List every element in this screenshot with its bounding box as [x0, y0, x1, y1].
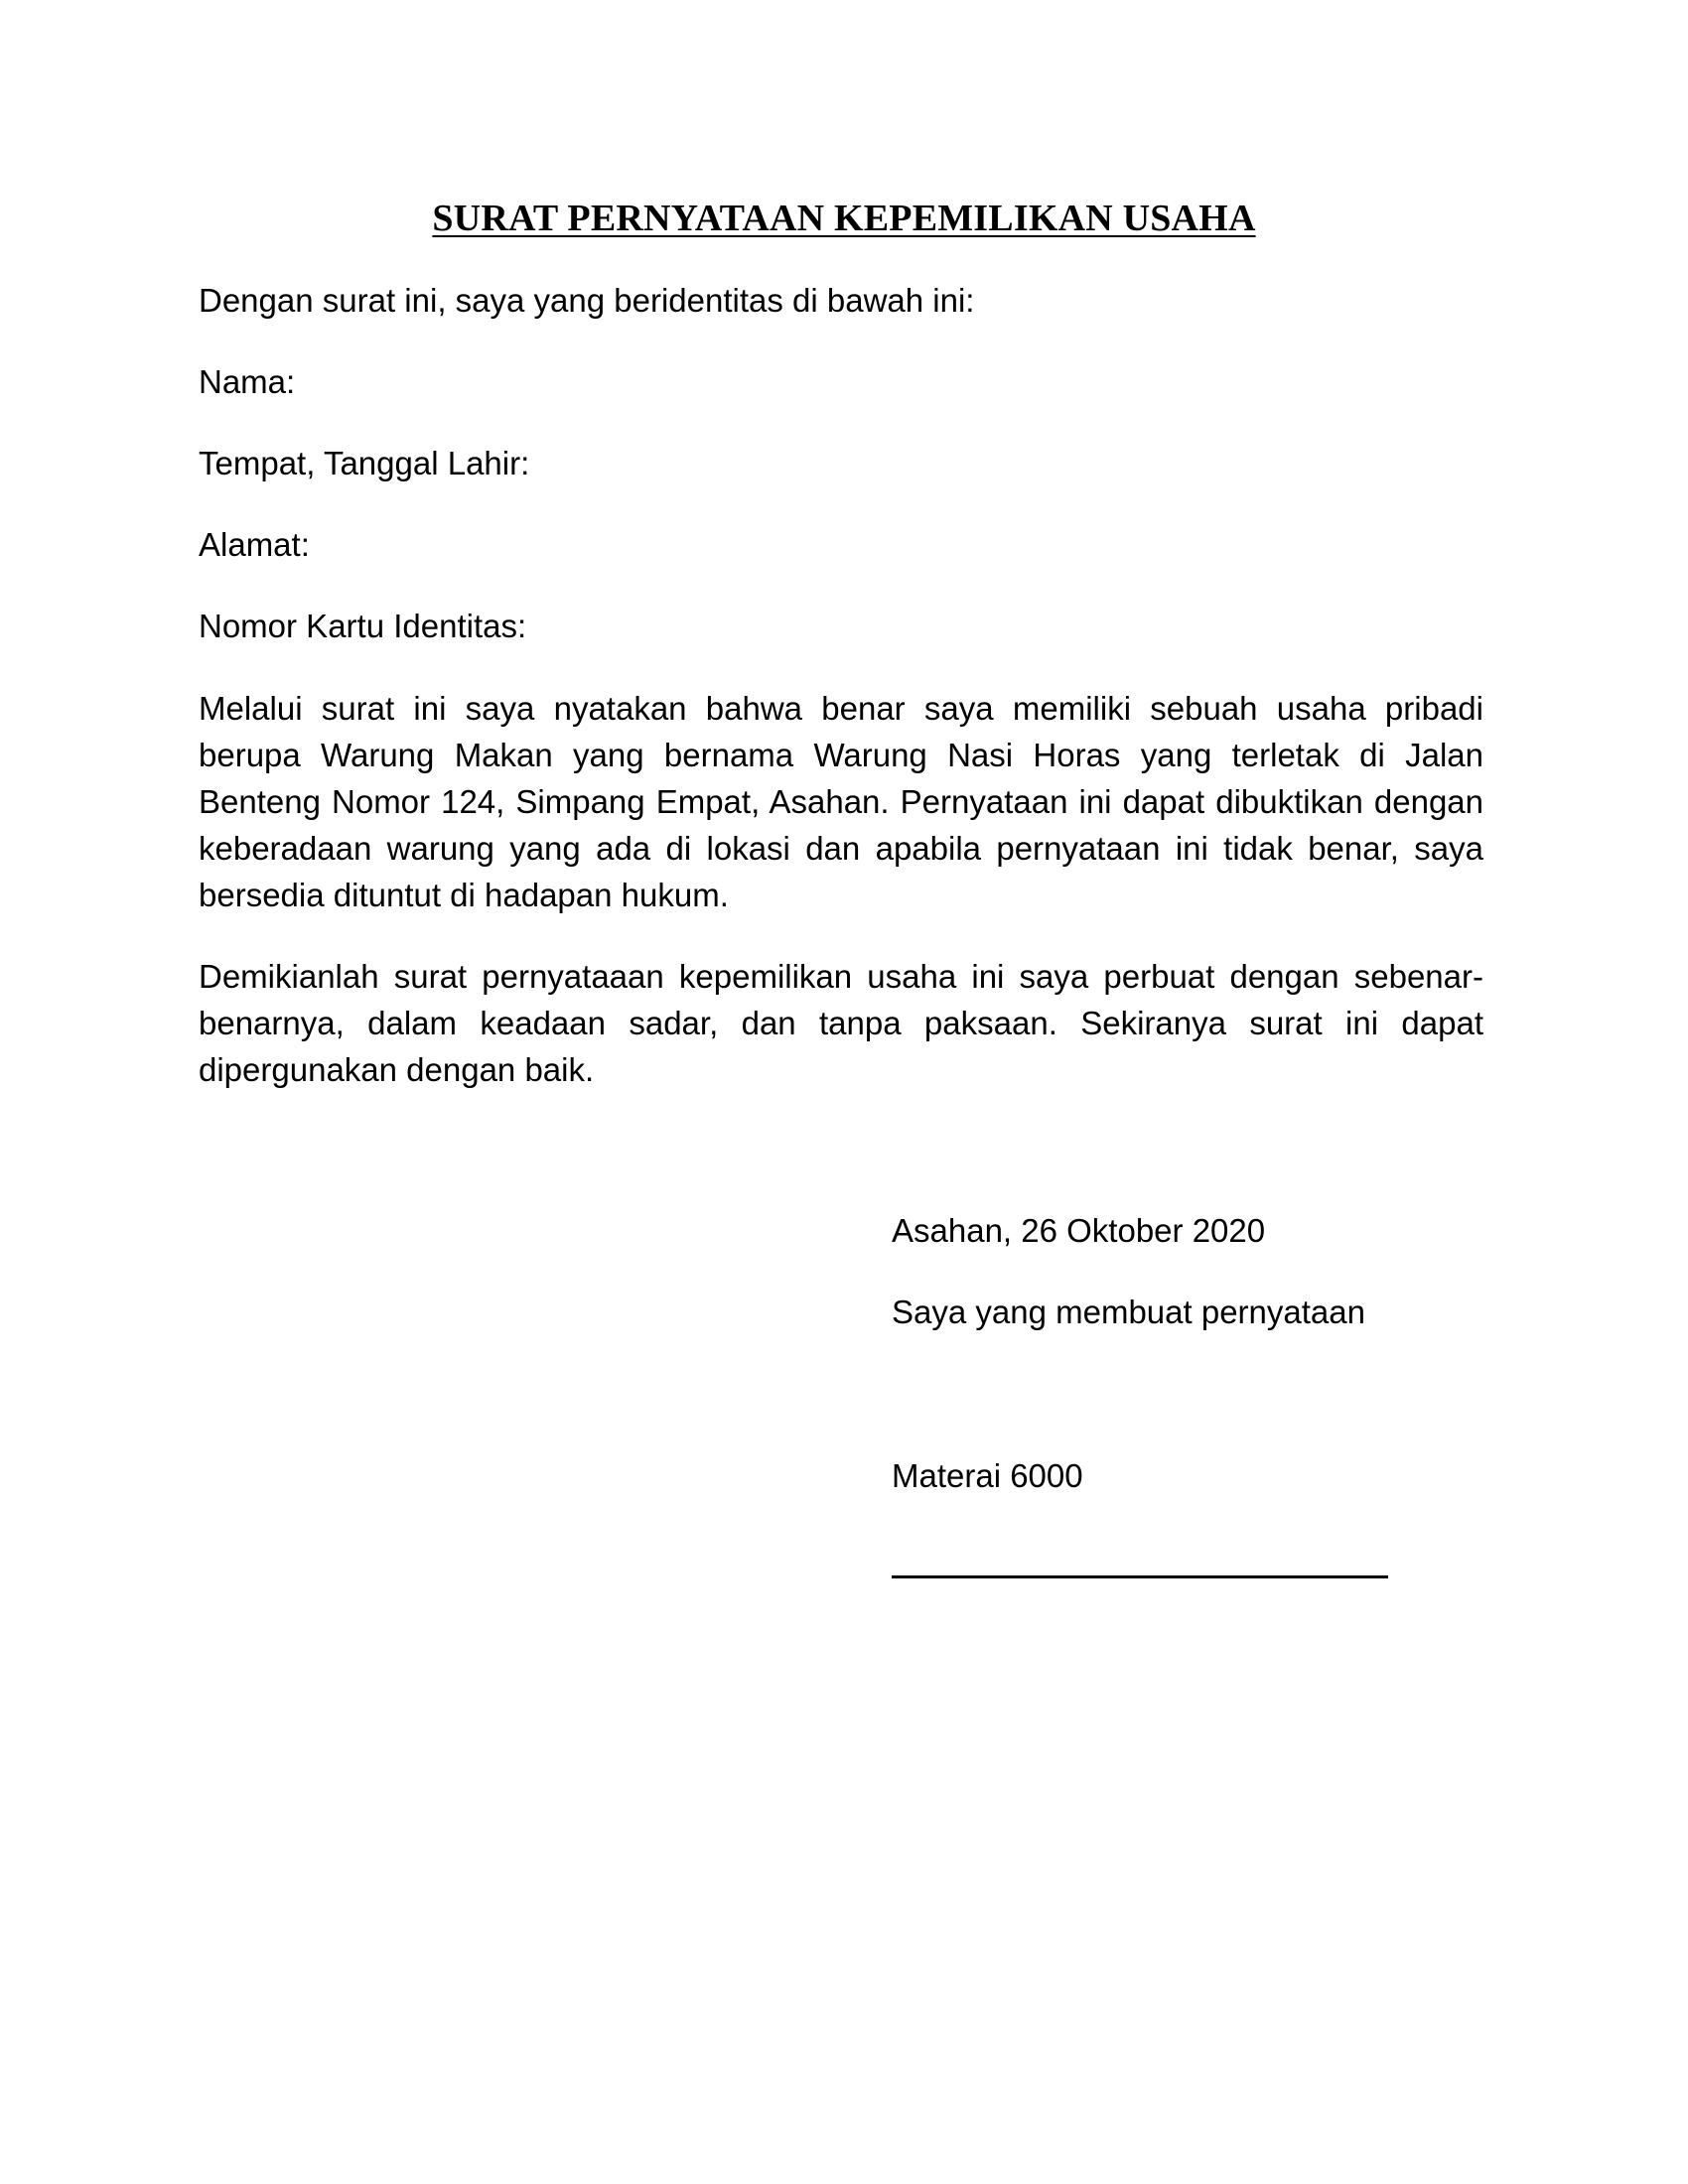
closing-paragraph: Demikianlah surat pernyataaan kepemilikan usaha ini saya perbuat dengan sebenar-benarnya, dalam keadaan sadar, dan tanpa paksaan. Sekiranya surat ini dapat dipergunakan dengan baik.: [199, 958, 1483, 1088]
signature-line: [892, 1575, 1388, 1578]
document-title: SURAT PERNYATAAN KEPEMILIKAN USAHA: [432, 198, 1256, 239]
place-date: Asahan, 26 Oktober 2020: [892, 1212, 1266, 1249]
birth-field-label: Tempat, Tanggal Lahir:: [199, 445, 530, 481]
id-number-field-label: Nomor Kartu Identitas:: [199, 608, 527, 644]
signer-label: Saya yang membuat pernyataan: [892, 1294, 1365, 1330]
intro-text: Dengan surat ini, saya yang beridentitas di bawah ini:: [199, 282, 975, 319]
statement-paragraph: Melalui surat ini saya nyatakan bahwa benar saya memiliki sebuah usaha pribadi berupa Warung Makan yang bernama Warung Nasi Horas yang terletak di Jalan Benteng Nomor 124, Simpang Empat, Asahan. Pernyataan ini dapat dibuktikan dengan keberadaan warung yang ada di lokasi dan apabila pernyataan ini tidak benar, saya bersedia dituntut di hadapan hukum.: [199, 690, 1483, 913]
name-field-label: Nama:: [199, 363, 296, 400]
address-field-label: Alamat:: [199, 526, 310, 563]
stamp-label: Materai 6000: [892, 1457, 1083, 1494]
